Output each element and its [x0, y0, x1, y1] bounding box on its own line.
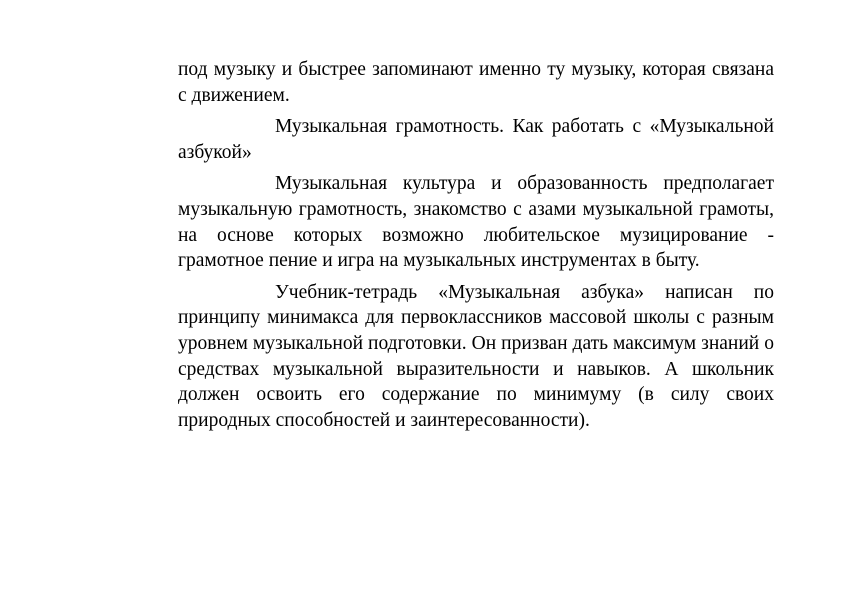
paragraph-music-culture: Музыкальная культура и образованность предполагает музыкальную грамотность, знакомство с азами музыкальной грамоты, на основе которых возможно любительское музицирование - грамотное пение и игра на музыкальных инструментах в быту. — [178, 173, 774, 272]
text-body — [178, 57, 774, 433]
paragraph-continuation: под музыку и быстрее запоминают именно ту музыку, которая связана с движением. — [178, 59, 774, 106]
section-heading: Музыкальная грамотность. Как работать с «Музыкальной азбукой» — [178, 116, 774, 163]
paragraph-textbook: Учебник-тетрадь «Музыкальная азбука» написан по принципу минимакса для первоклассников массовой школы с разным уровнем музыкальной подготовки. Он призван дать максимум знаний о средствах музыкальной выразительности и навыков. А школьник должен освоить его содержание по минимуму (в силу своих природных способностей и заинтересованности). — [178, 281, 774, 431]
